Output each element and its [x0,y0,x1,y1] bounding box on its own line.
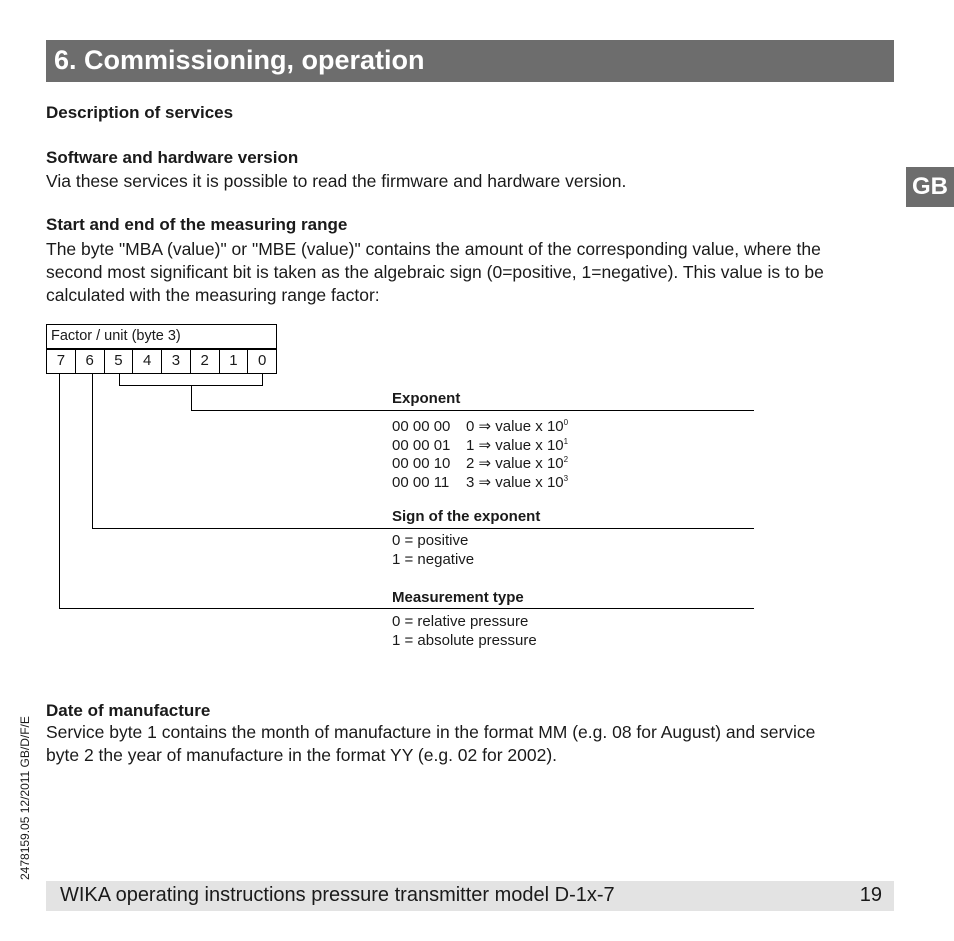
measurement-values [392,613,537,650]
exponent-text: 2 ⇒ value x 10 [466,455,564,472]
language-tab: GB [906,167,954,207]
measurement-row: 1 = absolute pressure [392,631,537,649]
paragraph-line: byte 2 the year of manufacture in the format YY (e.g. 02 for 2002). [46,745,558,765]
exponent-text: 0 ⇒ value x 10 [466,418,564,435]
exponent-table [392,414,569,491]
exponent-row [392,414,568,433]
connector-line [92,374,93,529]
bit-cell: 1 [219,348,249,374]
chapter-title: 6. Commissioning, operation [54,45,425,75]
exponent-power: 3 [563,473,569,483]
paragraph-line: Service byte 1 contains the month of manufacture in the format MM (e.g. 08 for August) and service [46,722,816,742]
paragraph-line: Via these services it is possible to read the firmware and hardware version. [46,171,627,191]
connector-line [191,385,192,411]
bit-cell: 4 [132,348,162,374]
exponent-code: 00 00 01 [392,436,451,454]
document-code: 2478159.05 12/2011 GB/D/F/E [18,716,32,880]
page-number: 19 [859,884,882,906]
sign-row: 1 = negative [392,550,475,568]
exponent-row [392,451,568,470]
paragraph-line: calculated with the measuring range factor: [46,285,380,305]
measurement-row: 0 = relative pressure [392,613,529,630]
footer-text: WIKA operating instructions pressure transmitter model D-1x-7 [60,884,615,906]
measurement-label: Measurement type [392,589,524,606]
bit-cell: 7 [46,348,76,374]
section-heading-range: Start and end of the measuring range [46,215,348,234]
exponent-text: 1 ⇒ value x 10 [466,436,564,454]
sign-values [392,532,474,569]
exponent-power: 2 [563,455,569,464]
section-heading-description: Description of services [46,103,234,122]
factor-box-label: Factor / unit (byte 3) [51,328,181,344]
paragraph-line: The byte "MBA (value)" or "MBE (value)" contains the amount of the corresponding value, where the [46,239,821,259]
connector-line [92,528,754,529]
bit-cell: 5 [104,348,134,374]
page-footer [46,881,894,911]
exponent-row [392,470,568,489]
exponent-power: 1 [563,436,569,446]
bit-cell: 2 [190,348,220,374]
connector-line [191,410,754,411]
date-text [46,721,815,767]
sign-row: 0 = positive [392,532,469,549]
exponent-row [392,433,568,452]
bit-cell: 3 [161,348,191,374]
factor-box [46,324,277,350]
section-heading-date: Date of manufacture [46,701,211,720]
exponent-code: 00 00 10 [392,455,451,472]
bit-cell: 0 [247,348,277,374]
section-heading-sw-hw: Software and hardware version [46,148,299,167]
paragraph-line: second most significant bit is taken as the algebraic sign (0=positive, 1=negative). This value is to be [46,262,824,282]
sign-label: Sign of the exponent [392,508,541,525]
exponent-text: 3 ⇒ value x 10 [466,473,564,491]
exponent-label: Exponent [392,390,461,407]
bit-row [46,348,277,374]
connector-line [59,374,60,609]
exponent-power: 0 [563,418,569,427]
bit-cell: 6 [75,348,105,374]
exponent-code: 00 00 00 [392,418,451,435]
connector-line [59,608,754,609]
exponent-code: 00 00 11 [392,473,450,491]
